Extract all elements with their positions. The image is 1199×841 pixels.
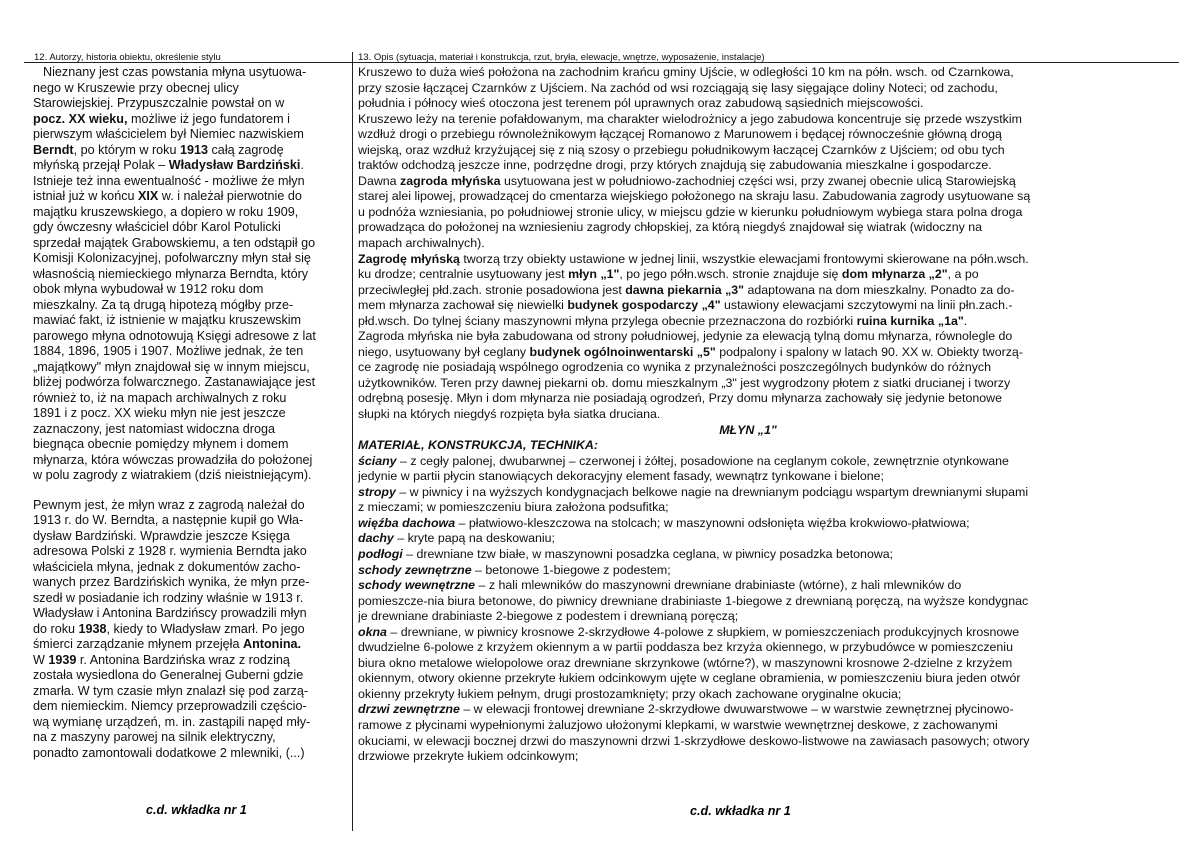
material-item-line [358, 718, 1138, 734]
material-item-line [358, 469, 1138, 485]
material-text: – w elewacji frontowej drewniane 2-skrzydłowe dwuwarstwowe – w warstwie zewnętrznej płycinowo- [459, 702, 1014, 717]
text-line: bliżej podwórza folwarcznego. Zastanawiające jest [33, 375, 316, 389]
text-line: użytkowników. Teren przy dawnej piekarni ob. domu mieszkalnym „3" jest wygrodzony płotem z siatki drucianej i tworzy [358, 375, 1011, 390]
section-13-header: 13. Opis (sytuacja, materiał i konstrukcja, rzut, bryła, elewacje, wnętrze, wyposażenie, instalacje) [358, 52, 765, 63]
material-text: – drewniane, w piwnicy krosnowe 2-skrzydłowe 4-polowe z słupkiem, w pomieszczeniach produkcyjnych krosnowe [386, 624, 1020, 639]
text-line: do roku 1938, kiedy to Władysław zmarł. Po jego [33, 621, 305, 636]
material-term: drzwi zewnętrzne [358, 702, 460, 717]
text-line: niego, usytuowany był ceglany budynek ogólnoinwentarski „5" podpalony i spalony w latach 90. XX w. Obiekty tworzą- [358, 344, 1023, 359]
text-line: własnością niemieckiego młynarza Berndta, który [33, 266, 309, 281]
text-line: Starowiejskiej. Przypuszczalnie powstał on w [33, 96, 285, 110]
material-item-line [358, 687, 1138, 703]
material-term: schody zewnętrzne [358, 562, 472, 577]
text-line: wzdłuż drogi o przebiegu równoleżnikowym łączącej Romanowo z Marunowem i będącej równocześnie główną drogą [358, 127, 1002, 142]
material-text: okuciami, w elewacji bocznej drzwi do maszynowni drzwi 1-skrzydłowe deskowo-listwowe na zawiasach pasowych; otwory [358, 733, 1030, 748]
text-line: południa i północy wieś otoczona jest terenem pól uprawnych oraz zabudową sąsiednich miejscowości. [358, 96, 924, 111]
material-item-line [358, 594, 1138, 610]
text-line: młyńską przejął Polak – Władysław Bardziński. [33, 158, 304, 172]
materials-heading: MATERIAŁ, KONSTRUKCJA, TECHNIKA: [358, 438, 599, 453]
material-term: ściany [358, 453, 397, 468]
material-text: – betonowe 1-biegowe z podestem; [471, 562, 671, 577]
text-line: Pewnym jest, że młyn wraz z zagrodą należał do [33, 497, 305, 512]
text-line: Berndt, po którym w roku 1913 całą zagrodę [33, 142, 284, 157]
material-text: okiennym, otwory okienne przekryte łukiem odcinkowym ujęte w ceglane obramienia, w pomieszczeniu biura jeden otwór [358, 671, 1021, 686]
material-item-line [358, 454, 1138, 470]
text-line: w polu zagrody z wiatrakiem (dziś nieistniejącym). [33, 468, 312, 482]
text-line: odrębną posesję. Młyn i dom młynarza nie posiadają ogrodzeń, Przy domu młynarza zachowały się jedynie betonowe [358, 391, 1002, 406]
text-line: płd.wsch. Do tylnej ściany maszynowni młyna przylega obecnie przeznaczona do rozbiórki ruina kurnika „1a". [358, 313, 968, 328]
material-text: dwudzielne 6-polowe z krzyżem okiennym a w partii poddasza bez krzyża okiennego, w przybudówce w pomieszczeniu [358, 640, 1013, 655]
text-line: adresowa Polski z 1928 r. wymienia Berndta jako [33, 544, 307, 558]
text-line: 1884, 1896, 1905 i 1907. Możliwe jednak, że ten [33, 344, 304, 358]
text-line: przeciwległej płd.zach. stronie posadowiona jest dawna piekarnia „3" adaptowana na dom mieszkalny. Ponadto za do- [358, 282, 1015, 297]
text-line: mieszkalny. Za tą drugą hipotezą mógłby prze- [33, 297, 294, 312]
text-line: mem młynarza zachował się niewielki budynek gospodarczy „4" ustawiony elewacjami szczytowymi na linii płn.zach.- [358, 298, 1013, 313]
text-line: wiejską, oraz wzdłuż krzyżującej się z nią szosy o przebiegu południkowym łaczącej Czarnków z Ujściem; od obu tych [358, 142, 1005, 157]
text-line: śmierci zarządzanie młynem przejęła Antonina. [33, 637, 302, 651]
text-line: istniał już w końcu XIX w. i należał pierwotnie do [33, 189, 302, 203]
text-line: majątku kruszewskiego, a dopiero w roku 1909, [33, 204, 299, 219]
text-line: u podnóża wzniesiania, po południowej stronie ulicy, w miejscu gdzie w kierunku południowym wybiega stara polna droga [358, 204, 1023, 219]
text-line: mapach archiwalnych). [358, 236, 485, 251]
text-line: prowadząca do położonej na wzniesieniu zagrody chłopskiej, za którą niegdyś znajdował się wiatrak (widoczny na [358, 220, 983, 235]
text-line: obok młyna wybudował w 1912 roku dom [33, 282, 264, 296]
text-line: nego w Kruszewie przy obecnej ulicy [33, 80, 239, 95]
materials-list [358, 454, 1138, 765]
text-line: Komisji Kolonizacyjnej, pofolwarczny młyn stał się [33, 251, 311, 265]
material-text: z mieczami; w pomieszczeniu biura założona podsufitka; [358, 500, 669, 515]
text-line: traktów odchodzą jeszcze inne, podrzędne drogi, przy których znajdują się zabudowania mieszkalne i gospodarcze. [358, 158, 992, 173]
text-line: 1891 i z pocz. XX wieku młyn nie jest jeszcze [33, 406, 286, 420]
material-text: okienny przekryty łukiem pełnym, drugi prostozamknięty; przy okach zachowane oryginalne okucia; [358, 686, 902, 701]
material-item-line [358, 531, 1138, 547]
material-item-line [358, 625, 1138, 641]
text-line: starej alei lipowej, prowadzącej do cmentarza wiejskiego położonego na skraju lasu. Zabudowania zagrody usytuowane są [358, 189, 1031, 204]
material-item-line [358, 656, 1138, 672]
text-line: właściciela młyna, jednak z dokumentów zacho- [33, 559, 301, 574]
material-term: dachy [358, 531, 394, 546]
material-text: – płatwiowo-kleszczowa na stolcach; w maszynowni odsłonięta więźba krokwiowo-płatwiowa; [455, 515, 970, 530]
text-line: dysław Bardziński. Wprawdzie jeszcze Księga [33, 528, 290, 543]
text-line: dem niemieckim. Niemcy przeprowadzili częścio- [33, 699, 307, 713]
material-item-line [358, 749, 1138, 765]
text-line: została wysiedlona do Generalnej Guberni gdzie [33, 668, 304, 682]
material-item-line [358, 671, 1138, 687]
material-item-line [358, 563, 1138, 579]
column-divider [352, 52, 353, 831]
text-line: słupki na których niegdyś rozpięta była siatka druciana. [358, 407, 661, 422]
material-item-line [358, 702, 1138, 718]
material-term: podłogi [358, 546, 403, 561]
paragraph-gap [33, 484, 349, 498]
mill-section-title: MŁYN „1" [719, 422, 777, 437]
material-text: biura okno metalowe wielopolowe oraz drewniane skrzynkowe (wtórne?), w maszynowni krosnowe 2-dzielne z krzyżem [358, 655, 1013, 670]
text-line: sprzedał majątek Grabowskiemu, a ten odstąpił go [33, 235, 316, 250]
material-text: – z cegły palonej, dwubarwnej – czerwonej i żółtej, posadowione na ceglanym cokole, zewnętrznie otynkowane [396, 453, 1009, 468]
text-line: zaznaczony, jest natomiast widoczna droga [33, 421, 275, 436]
material-item-line [358, 609, 1138, 625]
material-text: jedynie w partii płycin stanowiących dekoracyjny element fasady, wewnątrz tynkowane i bielone; [358, 469, 884, 484]
text-line: wanych przez Bardzińskich wynika, że młyn prze- [33, 575, 310, 589]
description-column [358, 65, 1138, 765]
text-line: pierwszym właścicielem był Niemiec nazwiskiem [33, 127, 304, 141]
material-item-line [358, 500, 1138, 516]
text-line: Zagrodę młyńską tworzą trzy obiekty ustawione w jednej linii, wszystkie elewacjami frontowymi skierowane na półn.wsch. [358, 251, 1029, 266]
text-line: wą wymianę urządzeń, m. in. zastąpili napęd mły- [33, 714, 311, 729]
material-text: drzwiowe przekryte łukiem odcinkowym; [358, 749, 579, 764]
text-line: parowego młyna odnotowują Księgi adresowe z lat [33, 328, 316, 343]
text-line: ku drodze; centralnie usytuowany jest młyn „1", po jego półn.wsch. stronie znajduje się dom młynarza „2", a po [358, 267, 979, 282]
text-line: na z maszyny parowej na silnik elektryczny, [33, 730, 276, 744]
text-line: W 1939 r. Antonina Bardzińska wraz z rodziną [33, 652, 290, 667]
material-text: – kryte papą na deskowaniu; [393, 531, 555, 546]
text-line: przy szosie łączącej Czarnków z Ujściem. Na zachód od wsi rozciągają się lasy sięgające doliny Noteci; od zachodu, [358, 80, 998, 95]
text-line: szedł w posiadanie ich rodziny właśnie w 1913 r. [33, 590, 304, 605]
text-line: 1913 r. do W. Berndta, a następnie kupił go Wła- [33, 513, 304, 527]
text-line: zmarła. W tym czasie młyn znalazł się pod zarzą- [33, 683, 309, 698]
text-line: Kruszewo leży na terenie pofałdowanym, ma charakter wielodrożnicy a jego zabudowa koncentruje się przede wszystkim [358, 111, 1022, 126]
material-item-line [358, 547, 1138, 563]
material-term: okna [358, 624, 387, 639]
text-line: „majątkowy" młyn znajdował się w innym miejscu, [33, 359, 310, 374]
text-line: Władysław i Antonina Bardzińscy prowadzili młyn [33, 606, 307, 620]
text-line: Istnieje też inna ewentualność - możliwe że młyn [33, 173, 305, 188]
text-line: Nieznany jest czas powstania młyna usytuowa- [43, 65, 307, 79]
text-line: pocz. XX wieku, możliwe iż jego fundatorem i [33, 111, 290, 126]
material-text: – drewniane tzw białe, w maszynowni posadzka ceglana, w piwnicy posadzka betonowa; [402, 546, 894, 561]
text-line: również to, iż na mapach archiwalnych z roku [33, 390, 287, 405]
text-line: gdy ówczesny właściciel dóbr Karol Potulicki [33, 220, 281, 234]
material-item-line [358, 516, 1138, 532]
material-text: je drewniane drabiniaste 2-biegowe z podestem i drewnianą poręczą; [358, 609, 739, 624]
material-text: – w piwnicy i na wyższych kondygnacjach belkowe nagie na drewnianym podciągu wspartym drewnianymi słupami [395, 484, 1029, 499]
material-term: schody wewnętrzne [358, 578, 476, 593]
continuation-note-right: c.d. wkładka nr 1 [690, 804, 791, 818]
text-line: Dawna zagroda młyńska usytuowana jest w południowo-zachodniej części wsi, przy zwanej obecnie ulicą Starowiejską [358, 173, 1016, 188]
material-item-line [358, 640, 1138, 656]
text-line: młynarza, która wówczas prowadziła do położonej [33, 452, 313, 467]
material-item-line [358, 578, 1138, 594]
text-line: biegnąca obecnie pomiędzy młynem i domem [33, 437, 289, 451]
material-item-line [358, 485, 1138, 501]
material-item-line [358, 734, 1138, 750]
section-12-header: 12. Autorzy, historia obiektu, określenie stylu [34, 52, 221, 63]
text-line: mawiać fakt, iż istnienie w majątku kruszewskim [33, 313, 302, 327]
material-text: ramowe z płycinami wypełnionymi żaluzjowo ułożonymi klepkami, w warstwie wewnętrznej deskowe, z zachowanymi [358, 717, 998, 732]
history-column [33, 65, 349, 761]
material-term: stropy [358, 484, 396, 499]
material-text: – z hali mlewników do maszynowni drewniane drabiniaste (wtórne), z hali mlewników do [475, 578, 962, 593]
material-text: pomieszcze-nia biura betonowe, do piwnicy drewniane drabiniaste 1-biegowe z drewnianą poręczą, na wyższe kondygnac [358, 593, 1029, 608]
text-line: ponadto zamontowali dodatkowe 2 mlewniki, (...) [33, 745, 305, 760]
text-line: Kruszewo to duża wieś położona na zachodnim krańcu gminy Ujście, w odległości 10 km na półn. wsch. od Czarnkowa, [358, 65, 1014, 79]
continuation-note-left: c.d. wkładka nr 1 [146, 803, 247, 817]
text-line: Zagroda młyńska nie była zabudowana od strony południowej, jedynie za elewacją tylną domu młynarza, równolegle do [358, 329, 1013, 344]
text-line: ce zagrodę nie posiadają wspólnego ogrodzenia co wynika z przynależności poszczególnych budynków do różnych [358, 360, 991, 375]
material-term: więźba dachowa [358, 515, 456, 530]
